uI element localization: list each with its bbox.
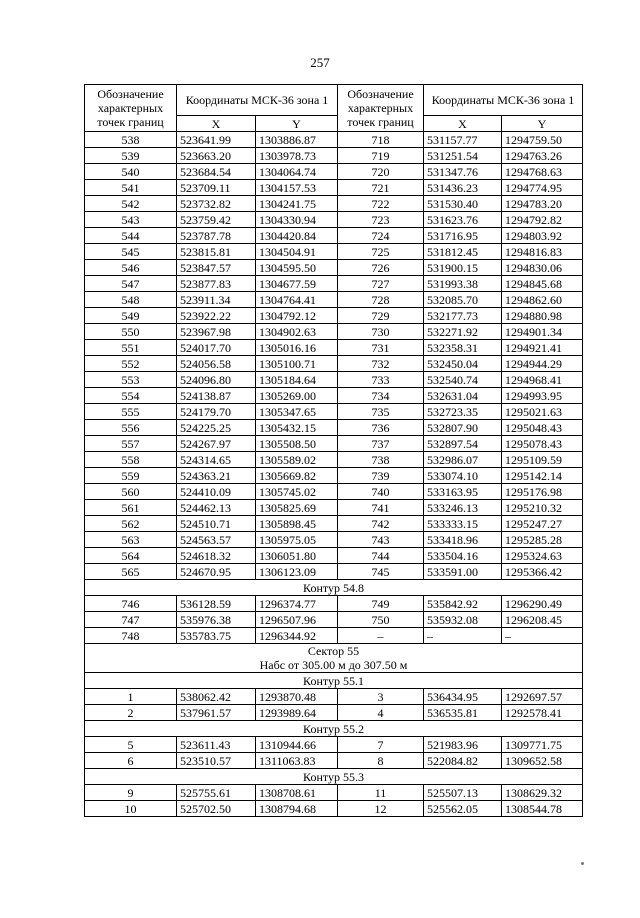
point-right-cell: 724: [338, 228, 424, 244]
table-row: [85, 196, 583, 212]
point-left-cell: 560: [85, 484, 177, 500]
point-right-cell: –: [338, 628, 424, 644]
point-left-cell: 557: [85, 436, 177, 452]
table-row: [85, 292, 583, 308]
y-right-cell: 1294830.06: [502, 260, 583, 276]
point-right-cell: 731: [338, 340, 424, 356]
x-right-cell: 531347.76: [424, 164, 502, 180]
y-right-cell: 1295021.63: [502, 404, 583, 420]
x-left-cell: 523709.11: [177, 180, 256, 196]
kontur-54-8-title-row: [85, 580, 583, 596]
x-left-cell: 523911.34: [177, 292, 256, 308]
x-right-cell: 536434.95: [424, 689, 502, 705]
y-right-cell: 1294763.26: [502, 148, 583, 164]
x-left-cell: 523684.54: [177, 164, 256, 180]
point-right-cell: 12: [338, 801, 424, 817]
y-left-cell: 1305589.02: [256, 452, 338, 468]
header-row: [85, 85, 583, 116]
point-right-cell: 749: [338, 596, 424, 612]
x-right-cell: 535932.08: [424, 612, 502, 628]
point-left-cell: 542: [85, 196, 177, 212]
x-left-cell: 524462.13: [177, 500, 256, 516]
kontur-55-3-title-row: [85, 769, 583, 785]
point-right-cell: 7: [338, 737, 424, 753]
x-left-cell: 524563.57: [177, 532, 256, 548]
point-left-cell: 6: [85, 753, 177, 769]
point-left-cell: 5: [85, 737, 177, 753]
y-right-cell: 1294921.41: [502, 340, 583, 356]
table-row: [85, 705, 583, 721]
x-left-cell: 524314.65: [177, 452, 256, 468]
y-left-cell: 1304064.74: [256, 164, 338, 180]
y-left-cell: 1305669.82: [256, 468, 338, 484]
y-right-cell: 1294944.29: [502, 356, 583, 372]
table-row: [85, 612, 583, 628]
y-left-cell: 1304902.63: [256, 324, 338, 340]
point-left-cell: 1: [85, 689, 177, 705]
coordinates-table: [84, 84, 583, 817]
y-header-left: Y: [256, 116, 338, 132]
point-right-cell: 737: [338, 436, 424, 452]
x-left-cell: 524363.21: [177, 468, 256, 484]
y-left-cell: 1304420.84: [256, 228, 338, 244]
table-row: [85, 785, 583, 801]
point-left-cell: 559: [85, 468, 177, 484]
y-right-cell: 1294880.98: [502, 308, 583, 324]
y-right-cell: 1294816.83: [502, 244, 583, 260]
y-right-cell: 1294993.95: [502, 388, 583, 404]
y-left-cell: 1308794.68: [256, 801, 338, 817]
table-row: [85, 484, 583, 500]
x-right-cell: 531436.23: [424, 180, 502, 196]
x-right-cell: 532450.04: [424, 356, 502, 372]
y-left-cell: 1304677.59: [256, 276, 338, 292]
x-left-cell: 525702.50: [177, 801, 256, 817]
table-row: [85, 276, 583, 292]
x-right-cell: 535842.92: [424, 596, 502, 612]
point-right-cell: 750: [338, 612, 424, 628]
x-right-cell: 533418.96: [424, 532, 502, 548]
y-left-cell: 1308708.61: [256, 785, 338, 801]
point-right-cell: 732: [338, 356, 424, 372]
x-left-cell: 525755.61: [177, 785, 256, 801]
point-left-cell: 541: [85, 180, 177, 196]
y-left-cell: 1305898.45: [256, 516, 338, 532]
x-right-cell: 525507.13: [424, 785, 502, 801]
table-row: [85, 388, 583, 404]
point-right-cell: 735: [338, 404, 424, 420]
point-left-cell: 551: [85, 340, 177, 356]
point-right-cell: 742: [338, 516, 424, 532]
y-left-cell: 1305347.65: [256, 404, 338, 420]
table-row: [85, 436, 583, 452]
y-right-cell: 1294862.60: [502, 292, 583, 308]
y-right-cell: 1295366.42: [502, 564, 583, 580]
table-row: [85, 452, 583, 468]
x-right-cell: 532358.31: [424, 340, 502, 356]
point-right-cell: 741: [338, 500, 424, 516]
x-left-cell: 523759.42: [177, 212, 256, 228]
y-left-cell: 1305184.64: [256, 372, 338, 388]
y-left-cell: 1304792.12: [256, 308, 338, 324]
x-left-cell: 524096.80: [177, 372, 256, 388]
x-left-cell: 524267.97: [177, 436, 256, 452]
x-right-cell: 532085.70: [424, 292, 502, 308]
table-row: [85, 260, 583, 276]
x-right-cell: 533504.16: [424, 548, 502, 564]
point-left-cell: 543: [85, 212, 177, 228]
y-left-cell: 1293989.64: [256, 705, 338, 721]
y-right-cell: 1294968.41: [502, 372, 583, 388]
x-right-cell: 532177.73: [424, 308, 502, 324]
x-left-cell: 523967.98: [177, 324, 256, 340]
point-left-cell: 553: [85, 372, 177, 388]
y-right-cell: 1308544.78: [502, 801, 583, 817]
table-row: [85, 689, 583, 705]
point-left-cell: 538: [85, 132, 177, 148]
point-right-cell: 718: [338, 132, 424, 148]
x-left-cell: 523787.78: [177, 228, 256, 244]
kontur-55-2-title-row: [85, 721, 583, 737]
y-right-cell: 1295109.59: [502, 452, 583, 468]
y-left-cell: 1304504.91: [256, 244, 338, 260]
y-left-cell: 1296344.92: [256, 628, 338, 644]
y-left-cell: 1305825.69: [256, 500, 338, 516]
table-row: [85, 132, 583, 148]
x-left-cell: 523641.99: [177, 132, 256, 148]
point-right-cell: 738: [338, 452, 424, 468]
x-right-cell: 531157.77: [424, 132, 502, 148]
table-row: [85, 308, 583, 324]
y-right-cell: 1294774.95: [502, 180, 583, 196]
page-number: 257: [310, 55, 330, 70]
kontur-54-8-title: Контур 54.8: [85, 580, 583, 596]
y-right-cell: 1295176.98: [502, 484, 583, 500]
x-right-cell: 522084.82: [424, 753, 502, 769]
y-right-cell: 1294768.63: [502, 164, 583, 180]
x-right-cell: 525562.05: [424, 801, 502, 817]
y-left-cell: 1304241.75: [256, 196, 338, 212]
point-left-cell: 555: [85, 404, 177, 420]
x-right-cell: 533333.15: [424, 516, 502, 532]
x-right-cell: 533163.95: [424, 484, 502, 500]
x-left-cell: 524138.87: [177, 388, 256, 404]
y-header-right: Y: [502, 116, 583, 132]
point-right-cell: 11: [338, 785, 424, 801]
x-right-cell: 532807.90: [424, 420, 502, 436]
point-label-header-right: Обозначение характерных точек границ: [338, 85, 424, 132]
point-left-cell: 9: [85, 785, 177, 801]
point-left-cell: 552: [85, 356, 177, 372]
x-right-cell: 533246.13: [424, 500, 502, 516]
y-left-cell: 1306123.09: [256, 564, 338, 580]
table-row: [85, 753, 583, 769]
point-right-cell: 720: [338, 164, 424, 180]
point-left-cell: 748: [85, 628, 177, 644]
point-left-cell: 539: [85, 148, 177, 164]
y-right-cell: 1295210.32: [502, 500, 583, 516]
x-left-cell: 523922.22: [177, 308, 256, 324]
point-right-cell: 740: [338, 484, 424, 500]
x-right-cell: 531716.95: [424, 228, 502, 244]
table-row: [85, 356, 583, 372]
table-row: [85, 148, 583, 164]
x-right-cell: 532897.54: [424, 436, 502, 452]
point-left-cell: 2: [85, 705, 177, 721]
y-right-cell: 1295247.27: [502, 516, 583, 532]
x-right-cell: 521983.96: [424, 737, 502, 753]
x-left-cell: 524225.25: [177, 420, 256, 436]
x-right-cell: 532271.92: [424, 324, 502, 340]
point-right-cell: 745: [338, 564, 424, 580]
x-left-cell: 538062.42: [177, 689, 256, 705]
table-row: [85, 532, 583, 548]
point-right-cell: 728: [338, 292, 424, 308]
x-left-cell: 523847.57: [177, 260, 256, 276]
x-left-cell: 524056.58: [177, 356, 256, 372]
x-left-cell: 523732.82: [177, 196, 256, 212]
y-right-cell: 1296290.49: [502, 596, 583, 612]
point-left-cell: 546: [85, 260, 177, 276]
y-right-cell: 1292578.41: [502, 705, 583, 721]
y-right-cell: 1295078.43: [502, 436, 583, 452]
table-row: [85, 420, 583, 436]
y-left-cell: 1304764.41: [256, 292, 338, 308]
x-left-cell: 524670.95: [177, 564, 256, 580]
x-header-left: X: [177, 116, 256, 132]
y-right-cell: 1294783.20: [502, 196, 583, 212]
x-right-cell: 532723.35: [424, 404, 502, 420]
point-left-cell: 564: [85, 548, 177, 564]
point-left-cell: 558: [85, 452, 177, 468]
y-left-cell: 1296374.77: [256, 596, 338, 612]
point-left-cell: 10: [85, 801, 177, 817]
x-right-cell: 531993.38: [424, 276, 502, 292]
x-left-cell: 524618.32: [177, 548, 256, 564]
y-left-cell: 1305432.15: [256, 420, 338, 436]
table-row: [85, 244, 583, 260]
point-left-cell: 540: [85, 164, 177, 180]
point-left-cell: 548: [85, 292, 177, 308]
table-row: [85, 180, 583, 196]
point-left-cell: 547: [85, 276, 177, 292]
point-right-cell: 4: [338, 705, 424, 721]
x-left-cell: 524017.70: [177, 340, 256, 356]
x-left-cell: 523663.20: [177, 148, 256, 164]
point-right-cell: 8: [338, 753, 424, 769]
y-left-cell: 1304595.50: [256, 260, 338, 276]
y-left-cell: 1304330.94: [256, 212, 338, 228]
y-right-cell: 1294792.82: [502, 212, 583, 228]
y-left-cell: 1305016.16: [256, 340, 338, 356]
y-right-cell: 1295048.43: [502, 420, 583, 436]
table-row: [85, 324, 583, 340]
y-left-cell: 1305508.50: [256, 436, 338, 452]
y-left-cell: 1311063.83: [256, 753, 338, 769]
x-right-cell: 533074.10: [424, 468, 502, 484]
point-left-cell: 556: [85, 420, 177, 436]
point-left-cell: 554: [85, 388, 177, 404]
table-row: [85, 372, 583, 388]
x-right-cell: 531623.76: [424, 212, 502, 228]
x-right-cell: 531530.40: [424, 196, 502, 212]
y-right-cell: 1294803.92: [502, 228, 583, 244]
y-right-cell: 1295285.28: [502, 532, 583, 548]
y-right-cell: 1294759.50: [502, 132, 583, 148]
table-row: [85, 500, 583, 516]
point-right-cell: 729: [338, 308, 424, 324]
scan-artifact-dot: [581, 862, 584, 865]
point-left-cell: 549: [85, 308, 177, 324]
point-left-cell: 746: [85, 596, 177, 612]
point-right-cell: 725: [338, 244, 424, 260]
y-left-cell: 1305975.05: [256, 532, 338, 548]
point-left-cell: 562: [85, 516, 177, 532]
table-row: [85, 596, 583, 612]
table-row: [85, 164, 583, 180]
y-left-cell: 1305100.71: [256, 356, 338, 372]
point-left-cell: 563: [85, 532, 177, 548]
table-row: [85, 212, 583, 228]
x-left-cell: 536128.59: [177, 596, 256, 612]
point-label-header-left: Обозначение характерных точек границ: [85, 85, 177, 132]
x-left-cell: 523510.57: [177, 753, 256, 769]
point-right-cell: 744: [338, 548, 424, 564]
coordinates-header-left: Координаты МСК-36 зона 1: [177, 85, 338, 116]
y-right-cell: 1296208.45: [502, 612, 583, 628]
x-left-cell: 537961.57: [177, 705, 256, 721]
point-right-cell: 722: [338, 196, 424, 212]
x-left-cell: 523611.43: [177, 737, 256, 753]
y-left-cell: 1304157.53: [256, 180, 338, 196]
point-right-cell: 733: [338, 372, 424, 388]
point-right-cell: 3: [338, 689, 424, 705]
point-right-cell: 743: [338, 532, 424, 548]
point-right-cell: 723: [338, 212, 424, 228]
table-row: [85, 548, 583, 564]
sector-heading: [85, 644, 583, 673]
point-left-cell: 565: [85, 564, 177, 580]
table-row: [85, 468, 583, 484]
x-right-cell: 532540.74: [424, 372, 502, 388]
x-right-cell: –: [424, 628, 502, 644]
point-right-cell: 726: [338, 260, 424, 276]
x-left-cell: 535976.38: [177, 612, 256, 628]
y-left-cell: 1305745.02: [256, 484, 338, 500]
y-left-cell: 1305269.00: [256, 388, 338, 404]
y-right-cell: 1308629.32: [502, 785, 583, 801]
x-right-cell: 531900.15: [424, 260, 502, 276]
point-left-cell: 561: [85, 500, 177, 516]
y-left-cell: 1303978.73: [256, 148, 338, 164]
sector-title: Сектор 55: [307, 644, 360, 658]
y-right-cell: 1294845.68: [502, 276, 583, 292]
point-right-cell: 721: [338, 180, 424, 196]
table-row: [85, 516, 583, 532]
y-right-cell: –: [502, 628, 583, 644]
x-right-cell: 531251.54: [424, 148, 502, 164]
x-header-right: X: [424, 116, 502, 132]
sector-height-range: Набс от 305.00 м до 307.50 м: [259, 658, 408, 672]
x-left-cell: 524510.71: [177, 516, 256, 532]
y-right-cell: 1294901.34: [502, 324, 583, 340]
y-left-cell: 1303886.87: [256, 132, 338, 148]
point-right-cell: 719: [338, 148, 424, 164]
point-left-cell: 550: [85, 324, 177, 340]
point-left-cell: 544: [85, 228, 177, 244]
point-right-cell: 736: [338, 420, 424, 436]
y-left-cell: 1310944.66: [256, 737, 338, 753]
kontur-55-3-title: Контур 55.3: [85, 769, 583, 785]
point-left-cell: 747: [85, 612, 177, 628]
y-right-cell: 1309771.75: [502, 737, 583, 753]
table-row: [85, 404, 583, 420]
y-left-cell: 1306051.80: [256, 548, 338, 564]
x-left-cell: 524410.09: [177, 484, 256, 500]
point-left-cell: 545: [85, 244, 177, 260]
table-row: [85, 628, 583, 644]
kontur-55-2-title: Контур 55.2: [85, 721, 583, 737]
x-right-cell: 532986.07: [424, 452, 502, 468]
sector-row: [85, 644, 583, 673]
x-left-cell: 524179.70: [177, 404, 256, 420]
coordinates-header-right: Координаты МСК-36 зона 1: [424, 85, 583, 116]
x-right-cell: 536535.81: [424, 705, 502, 721]
kontur-55-1-title: Контур 55.1: [85, 673, 583, 689]
table-row: [85, 737, 583, 753]
point-right-cell: 734: [338, 388, 424, 404]
x-right-cell: 533591.00: [424, 564, 502, 580]
x-left-cell: 523815.81: [177, 244, 256, 260]
x-left-cell: 535783.75: [177, 628, 256, 644]
y-right-cell: 1309652.58: [502, 753, 583, 769]
x-right-cell: 532631.04: [424, 388, 502, 404]
point-right-cell: 739: [338, 468, 424, 484]
point-right-cell: 727: [338, 276, 424, 292]
kontur-55-1-title-row: [85, 673, 583, 689]
y-right-cell: 1292697.57: [502, 689, 583, 705]
table-row: [85, 564, 583, 580]
table-row: [85, 228, 583, 244]
x-right-cell: 531812.45: [424, 244, 502, 260]
point-right-cell: 730: [338, 324, 424, 340]
x-left-cell: 523877.83: [177, 276, 256, 292]
table-row: [85, 340, 583, 356]
y-right-cell: 1295324.63: [502, 548, 583, 564]
table-row: [85, 801, 583, 817]
y-left-cell: 1296507.96: [256, 612, 338, 628]
y-right-cell: 1295142.14: [502, 468, 583, 484]
y-left-cell: 1293870.48: [256, 689, 338, 705]
